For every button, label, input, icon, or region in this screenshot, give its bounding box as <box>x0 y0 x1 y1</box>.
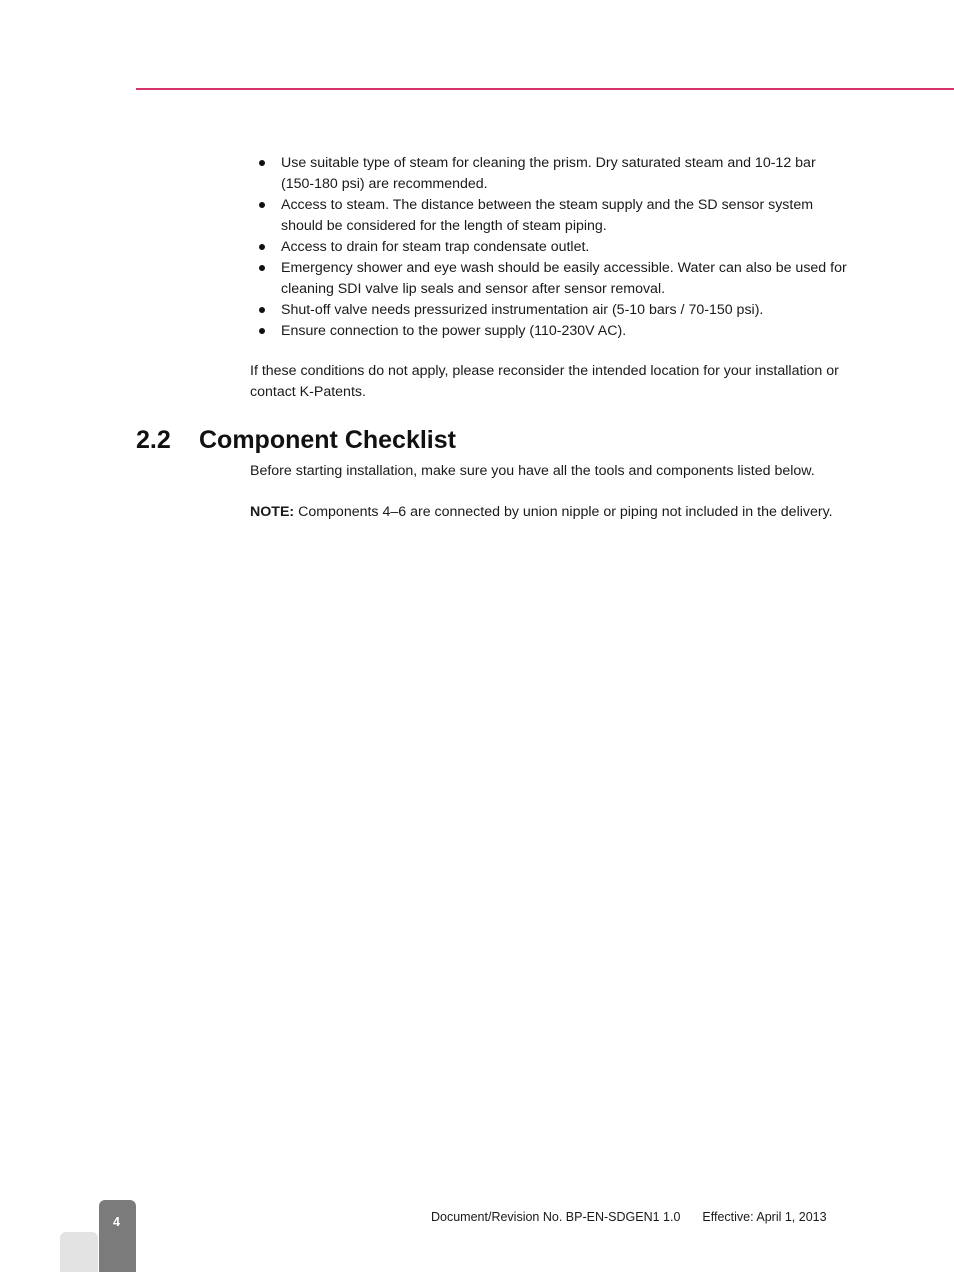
effective-date: Effective: April 1, 2013 <box>702 1210 827 1224</box>
list-item <box>250 258 850 300</box>
section-number: 2.2 <box>136 426 171 454</box>
bullet-icon <box>259 328 265 334</box>
bullet-icon <box>259 202 265 208</box>
section-heading <box>136 424 456 456</box>
page-tab-dark <box>99 1200 136 1272</box>
list-item <box>250 195 850 237</box>
list-item <box>250 300 850 321</box>
intro-paragraph: Before starting installation, make sure you have all the tools and components listed below. <box>250 463 815 479</box>
conditions-paragraph: If these conditions do not apply, please reconsider the intended location for your installation or contact K-Patents. <box>250 363 839 400</box>
list-item-text: Access to drain for steam trap condensate outlet. <box>281 239 590 255</box>
list-item-text: Access to steam. The distance between the steam supply and the SD sensor system should be considered for the length of steam piping. <box>281 197 814 234</box>
note-paragraph <box>250 502 850 523</box>
list-item <box>250 321 850 342</box>
list-item-text: Ensure connection to the power supply (110-230V AC). <box>281 323 627 339</box>
requirements-list <box>250 153 850 342</box>
list-item <box>250 153 850 195</box>
list-item-text: Shut-off valve needs pressurized instrumentation air (5-10 bars / 70-150 psi). <box>281 302 764 318</box>
bullet-icon <box>259 160 265 166</box>
list-item-text: Emergency shower and eye wash should be easily accessible. Water can also be used for cleaning SDI valve lip seals and sensor after sensor removal. <box>281 260 847 297</box>
note-text: Components 4–6 are connected by union nipple or piping not included in the delivery. <box>294 504 833 520</box>
page-tab-light <box>60 1232 98 1272</box>
note-label: NOTE: <box>250 504 295 520</box>
footer <box>431 1208 827 1226</box>
bullet-icon <box>259 244 265 250</box>
bullet-icon <box>259 265 265 271</box>
page-number: 4 <box>113 1215 120 1229</box>
section-title: Component Checklist <box>199 426 456 454</box>
list-item-text: Use suitable type of steam for cleaning the prism. Dry saturated steam and 10-12 bar (150-180 psi) are recommended. <box>281 155 816 192</box>
header-rule <box>136 88 954 90</box>
bullet-icon <box>259 307 265 313</box>
list-item <box>250 237 850 258</box>
document-revision: Document/Revision No. BP-EN-SDGEN1 1.0 <box>431 1210 681 1224</box>
